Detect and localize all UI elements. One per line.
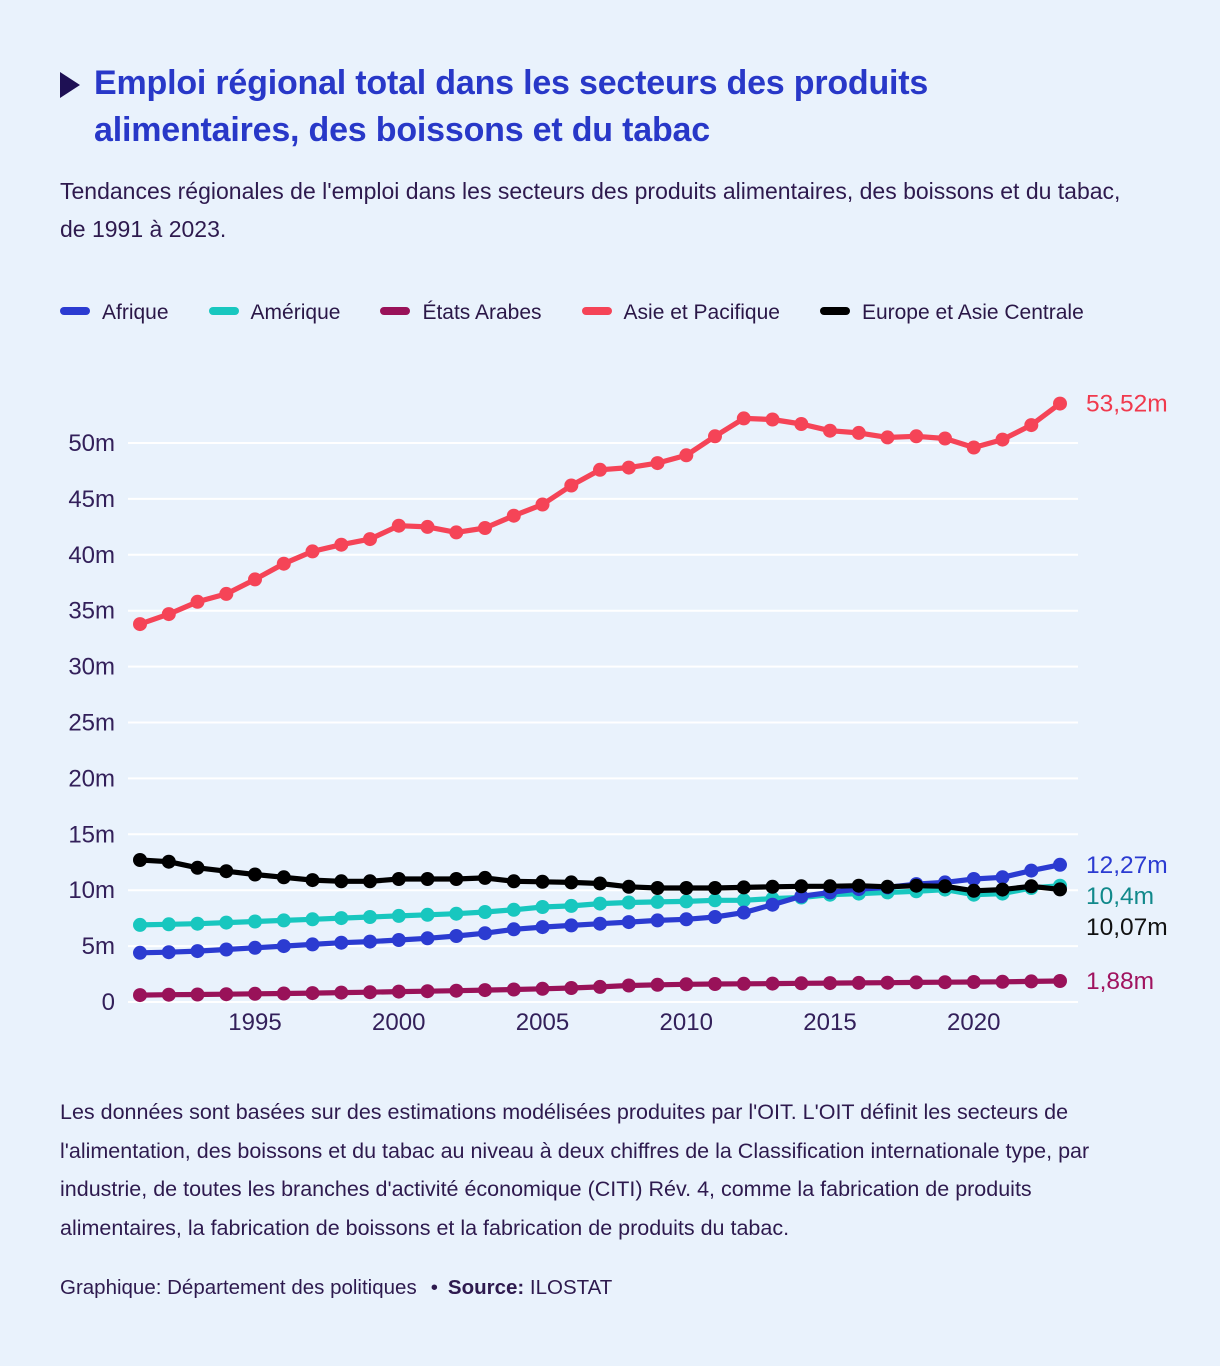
data-point	[133, 617, 147, 631]
data-point	[679, 894, 693, 908]
data-point	[536, 920, 550, 934]
data-point	[679, 448, 693, 462]
data-point	[277, 987, 291, 1001]
data-point	[564, 479, 578, 493]
data-point	[881, 976, 895, 990]
data-point	[363, 874, 377, 888]
title-row	[60, 60, 1140, 154]
legend-label: Europe et Asie Centrale	[861, 301, 1084, 324]
data-point	[852, 426, 866, 440]
data-point	[478, 905, 492, 919]
data-point	[248, 915, 262, 929]
y-tick-label: 30m	[68, 653, 115, 681]
data-point	[823, 976, 837, 990]
data-point	[363, 910, 377, 924]
data-point	[909, 975, 923, 989]
data-point	[766, 898, 780, 912]
x-tick-label: 1995	[228, 1009, 282, 1036]
legend-item-0[interactable]	[60, 301, 169, 324]
legend-item-3[interactable]	[582, 301, 780, 324]
data-point	[133, 988, 147, 1002]
series--tats-arabes	[133, 974, 1067, 1002]
series-end-label: 1,88m	[1086, 967, 1155, 995]
data-point	[766, 413, 780, 427]
data-point	[737, 893, 751, 907]
data-point	[651, 895, 665, 909]
line-chart	[0, 370, 1220, 1070]
data-point	[392, 985, 406, 999]
data-point	[306, 544, 320, 558]
data-point	[1053, 397, 1067, 411]
data-point	[162, 607, 176, 621]
data-point	[1053, 882, 1067, 896]
data-point	[219, 587, 233, 601]
data-point	[823, 424, 837, 438]
data-point	[1024, 974, 1038, 988]
data-point	[392, 519, 406, 533]
data-point	[536, 982, 550, 996]
data-point	[708, 910, 722, 924]
data-point	[564, 918, 578, 932]
data-point	[478, 521, 492, 535]
data-point	[651, 881, 665, 895]
y-tick-label: 45m	[68, 485, 115, 513]
data-point	[909, 429, 923, 443]
data-point	[766, 977, 780, 991]
legend	[60, 294, 1130, 332]
data-point	[536, 875, 550, 889]
data-point	[507, 903, 521, 917]
data-point	[622, 979, 636, 993]
footnote: Les données sont basées sur des estimations modélisées produites par l'OIT. L'OIT définit les secteurs de l'alimentation, des boissons et du tabac au niveau à deux chiffres de la Classification internationale type, par industrie, de toutes les branches d'activité économique (CITI) Rév. 4, comme la fabrication de produits alimentaires, la fabrication de boissons et la fabrication de produits du tabac.	[60, 1100, 1090, 1240]
data-point	[967, 441, 981, 455]
data-point	[622, 915, 636, 929]
data-point	[651, 456, 665, 470]
data-point	[881, 880, 895, 894]
y-tick-label: 35m	[68, 597, 115, 625]
data-point	[306, 937, 320, 951]
data-point	[449, 984, 463, 998]
data-point	[794, 879, 808, 893]
data-point	[449, 929, 463, 943]
y-tick-label: 0	[101, 989, 115, 1016]
data-point	[219, 943, 233, 957]
data-point	[133, 946, 147, 960]
data-point	[334, 936, 348, 950]
data-point	[593, 877, 607, 891]
data-point	[248, 868, 262, 882]
data-point	[334, 986, 348, 1000]
data-point	[708, 893, 722, 907]
x-tick-label: 2005	[515, 1009, 570, 1036]
data-point	[938, 975, 952, 989]
data-point	[1053, 974, 1067, 988]
chart-subtitle: Tendances régionales de l'emploi dans les secteurs des produits alimentaires, des boissons et du tabac, de 1991 à 2023.	[60, 178, 1121, 242]
series-asie-et-pacifique	[133, 397, 1067, 631]
data-point	[651, 978, 665, 992]
legend-item-4[interactable]	[820, 301, 1084, 324]
y-tick-label: 5m	[81, 933, 115, 961]
data-point	[478, 926, 492, 940]
data-point	[679, 881, 693, 895]
data-point	[248, 572, 262, 586]
data-point	[392, 909, 406, 923]
data-point	[909, 879, 923, 893]
data-point	[507, 983, 521, 997]
legend-item-2[interactable]	[380, 301, 541, 324]
data-point	[277, 913, 291, 927]
data-point	[967, 884, 981, 898]
data-point	[708, 881, 722, 895]
chart-area	[0, 370, 1220, 1070]
y-tick-label: 20m	[68, 765, 115, 793]
title-arrow-icon	[60, 72, 80, 98]
data-point	[449, 907, 463, 921]
data-point	[622, 880, 636, 894]
data-point	[334, 538, 348, 552]
data-point	[507, 922, 521, 936]
data-point	[133, 918, 147, 932]
data-point	[162, 988, 176, 1002]
data-point	[392, 872, 406, 886]
data-point	[306, 986, 320, 1000]
data-point	[881, 430, 895, 444]
legend-swatch-icon	[582, 307, 612, 315]
data-point	[363, 985, 377, 999]
series-end-label: 10,4m	[1086, 882, 1155, 910]
credit-line	[60, 1276, 1155, 1300]
data-point	[162, 855, 176, 869]
data-point	[996, 975, 1010, 989]
legend-label: États Arabes	[422, 301, 542, 324]
x-tick-label: 2020	[947, 1009, 1001, 1036]
data-point	[766, 880, 780, 894]
data-point	[1024, 418, 1038, 432]
y-tick-label: 15m	[68, 821, 115, 849]
data-point	[593, 897, 607, 911]
credit-graphic: Graphique: Département des politiques	[60, 1276, 417, 1299]
legend-item-1[interactable]	[209, 301, 341, 324]
series-end-label: 10,07m	[1086, 913, 1168, 941]
page-title: Emploi régional total dans les secteurs des produits alimentaires, des boissons et du tabac	[94, 64, 929, 149]
legend-swatch-icon	[60, 307, 90, 315]
data-point	[363, 935, 377, 949]
data-point	[708, 977, 722, 991]
series-end-label: 53,52m	[1086, 390, 1168, 418]
data-point	[938, 879, 952, 893]
series-end-label: 12,27m	[1086, 851, 1168, 879]
data-point	[191, 917, 205, 931]
data-point	[191, 944, 205, 958]
data-point	[938, 432, 952, 446]
data-point	[536, 900, 550, 914]
data-point	[823, 879, 837, 893]
legend-label: Amérique	[250, 301, 341, 324]
data-point	[334, 911, 348, 925]
data-point	[708, 429, 722, 443]
data-point	[162, 917, 176, 931]
data-point	[564, 899, 578, 913]
data-point	[421, 908, 435, 922]
y-tick-label: 50m	[68, 430, 115, 457]
data-point	[852, 879, 866, 893]
legend-swatch-icon	[380, 307, 410, 315]
data-point	[277, 557, 291, 571]
data-point	[306, 912, 320, 926]
data-point	[449, 525, 463, 539]
data-point	[219, 916, 233, 930]
data-point	[421, 931, 435, 945]
y-tick-label: 10m	[68, 877, 115, 905]
data-point	[421, 520, 435, 534]
data-point	[1053, 858, 1067, 872]
legend-swatch-icon	[820, 307, 850, 315]
credit-bullet: •	[430, 1276, 438, 1299]
data-point	[219, 864, 233, 878]
legend-label: Asie et Pacifique	[623, 301, 780, 324]
x-tick-label: 2015	[803, 1009, 857, 1036]
data-point	[219, 987, 233, 1001]
data-point	[392, 933, 406, 947]
data-point	[334, 874, 348, 888]
data-point	[622, 896, 636, 910]
data-point	[162, 945, 176, 959]
data-point	[421, 984, 435, 998]
data-point	[478, 983, 492, 997]
data-point	[593, 917, 607, 931]
data-point	[191, 595, 205, 609]
data-point	[191, 988, 205, 1002]
data-point	[248, 941, 262, 955]
data-point	[679, 912, 693, 926]
data-point	[996, 870, 1010, 884]
data-point	[564, 981, 578, 995]
data-point	[622, 461, 636, 475]
data-point	[133, 853, 147, 867]
data-point	[536, 498, 550, 512]
x-tick-label: 2010	[659, 1009, 713, 1036]
data-point	[794, 417, 808, 431]
data-point	[277, 870, 291, 884]
data-point	[737, 411, 751, 425]
data-point	[507, 874, 521, 888]
data-point	[996, 883, 1010, 897]
credit-source-value: ILOSTAT	[529, 1276, 613, 1299]
data-point	[794, 976, 808, 990]
y-tick-label: 25m	[68, 709, 115, 737]
data-point	[852, 976, 866, 990]
data-point	[1024, 864, 1038, 878]
data-point	[421, 872, 435, 886]
data-point	[191, 861, 205, 875]
data-point	[737, 880, 751, 894]
data-point	[306, 873, 320, 887]
data-point	[996, 433, 1010, 447]
data-point	[277, 939, 291, 953]
data-point	[507, 509, 521, 523]
data-point	[478, 871, 492, 885]
data-point	[737, 977, 751, 991]
data-point	[967, 975, 981, 989]
data-point	[679, 977, 693, 991]
data-point	[248, 987, 262, 1001]
data-point	[651, 913, 665, 927]
data-point	[1024, 879, 1038, 893]
legend-label: Afrique	[102, 301, 169, 324]
data-point	[737, 906, 751, 920]
data-point	[363, 532, 377, 546]
data-point	[593, 980, 607, 994]
data-point	[593, 463, 607, 477]
x-tick-label: 2000	[372, 1009, 426, 1036]
data-point	[449, 872, 463, 886]
y-tick-label: 40m	[68, 541, 115, 569]
credit-source-label: Source:	[447, 1276, 525, 1299]
legend-swatch-icon	[209, 307, 239, 315]
data-point	[564, 875, 578, 889]
